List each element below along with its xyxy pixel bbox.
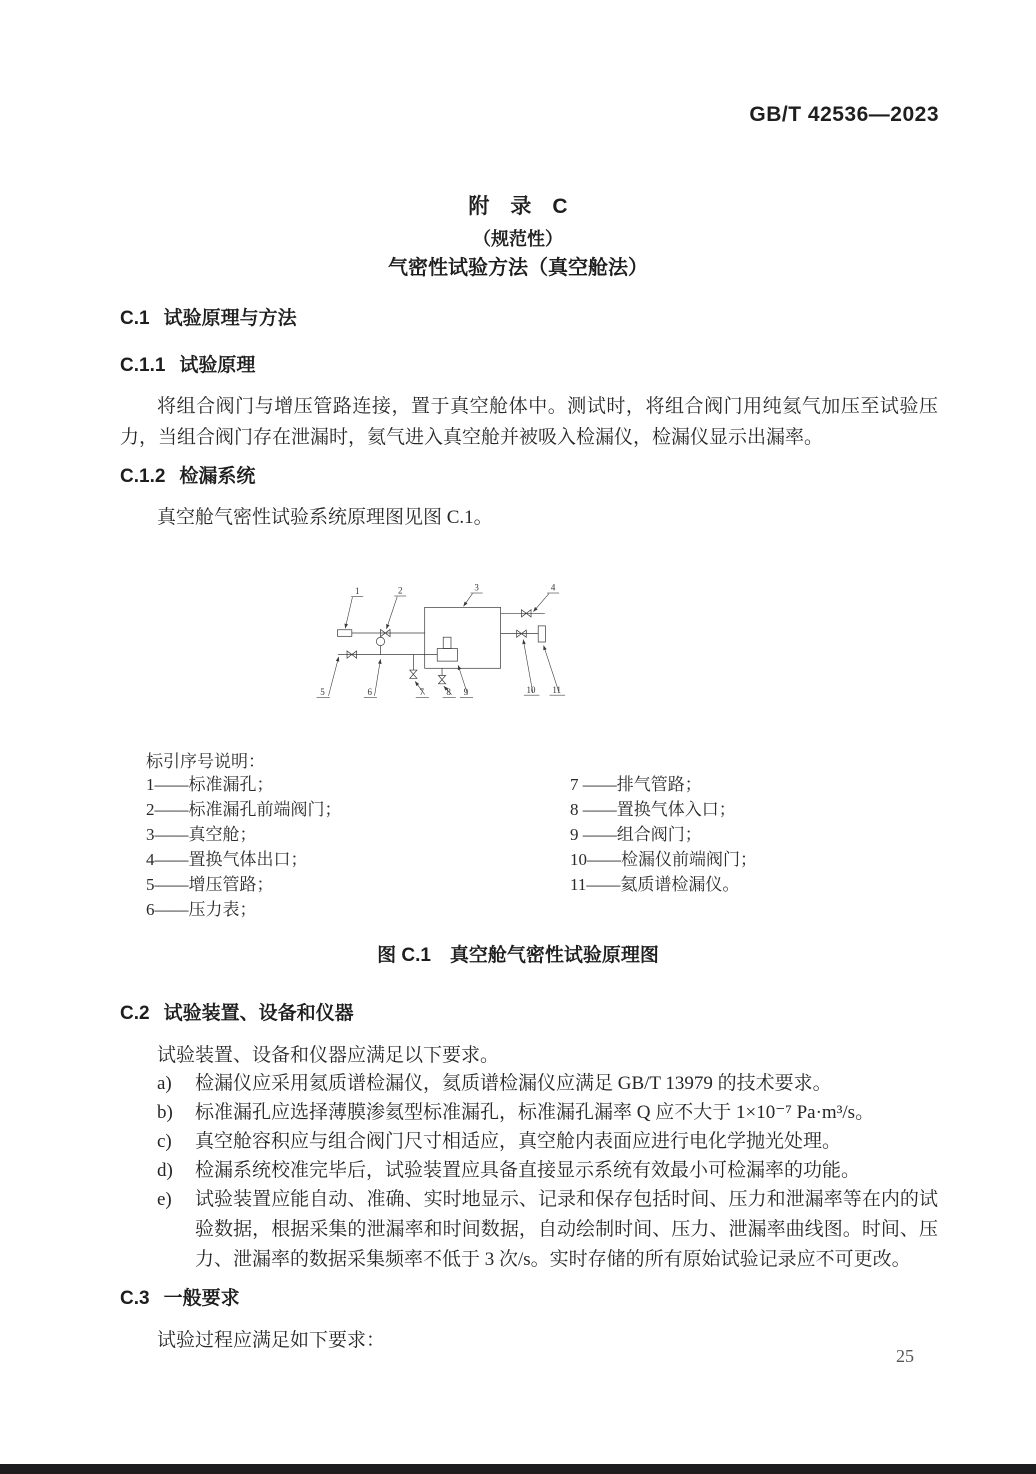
valve-8-icon	[438, 675, 445, 683]
legend-right-column	[570, 772, 757, 897]
legend-item: 9 ——组合阀门；	[570, 825, 702, 844]
scan-bottom-edge	[0, 1464, 1036, 1474]
legend-item: 2——标准漏孔前端阀门；	[146, 800, 342, 819]
paragraph-c2-intro: 试验装置、设备和仪器应满足以下要求。	[157, 1045, 500, 1066]
diagram-label-4: 4	[550, 582, 556, 593]
diagram-label-5: 5	[320, 687, 325, 698]
legend-item: 6——压力表；	[146, 900, 257, 919]
requirements-list	[120, 1069, 938, 1275]
legend-title: 标引序号说明：	[146, 752, 265, 771]
list-item-d	[120, 1156, 938, 1185]
list-marker: d)	[157, 1160, 173, 1181]
standard-number: GB/T 42536—2023	[749, 103, 939, 126]
page-number: 25	[896, 1346, 914, 1366]
diagram-label-11: 11	[552, 684, 562, 695]
list-text: 检漏系统校准完毕后，试验装置应具备直接显示系统有效最小可检漏率的功能。	[195, 1160, 861, 1181]
section-title: 试验原理与方法	[163, 308, 297, 329]
combined-valve-rect	[437, 649, 457, 662]
diagram-label-10: 10	[526, 684, 536, 695]
section-heading-c1-1	[120, 350, 255, 377]
leak-detector-rect	[538, 626, 545, 642]
list-text: 真空舱容积应与组合阀门尺寸相适应，真空舱内表面应进行电化学抛光处理。	[195, 1131, 842, 1152]
legend-item: 7 ——排气管路；	[570, 775, 702, 794]
diagram-label-1: 1	[354, 586, 360, 597]
legend-item: 10——检漏仪前端阀门；	[570, 850, 757, 869]
list-text: 标准漏孔应选择薄膜渗氦型标准漏孔，标准漏孔漏率 Q 应不大于 1×10⁻⁷ Pa·m³/s。	[195, 1102, 875, 1123]
list-item-b	[120, 1098, 938, 1127]
appendix-subject-title: 气密性试验方法（真空舱法）	[388, 257, 648, 279]
section-heading-c1	[120, 303, 297, 330]
list-item-e	[120, 1185, 938, 1275]
legend-item: 4——置换气体出口；	[146, 850, 308, 869]
section-number: C.3	[120, 1288, 150, 1309]
legend-item: 5——增压管路；	[146, 875, 274, 894]
list-marker: c)	[157, 1131, 172, 1152]
section-number: C.1.2	[120, 466, 166, 487]
section-heading-c1-2	[120, 461, 255, 488]
standard-leak-rect	[337, 630, 351, 637]
section-number: C.1	[120, 308, 150, 329]
legend-item: 3——真空舱；	[146, 825, 257, 844]
legend-item: 11——氦质谱检漏仪。	[570, 875, 740, 894]
diagram-label-2: 2	[397, 585, 403, 596]
diagram-label-9: 9	[463, 687, 469, 698]
combined-valve-top-rect	[443, 637, 451, 648]
section-number: C.1.1	[120, 355, 166, 376]
section-title: 试验原理	[179, 355, 256, 376]
vacuum-chamber-schematic	[310, 542, 770, 742]
legend-item: 8 ——置换气体入口；	[570, 800, 736, 819]
legend-left-column	[146, 772, 342, 922]
paragraph-see-figure: 真空舱气密性试验系统原理图见图 C.1。	[157, 507, 493, 528]
figure-caption: 图 C.1 真空舱气密性试验原理图	[377, 945, 659, 966]
section-number: C.2	[120, 1003, 150, 1024]
list-item-c	[120, 1127, 938, 1156]
paragraph-test-principle: 将组合阀门与增压管路连接，置于真空舱体中。测试时，将组合阀门用纯氦气加压至试验压力，当组合阀门存在泄漏时，氦气进入真空舱并被吸入检漏仪，检漏仪显示出漏率。	[120, 396, 938, 448]
normative-subtitle: （规范性）	[473, 229, 563, 249]
valve-7-icon	[410, 670, 417, 678]
section-title: 检漏系统	[179, 466, 256, 487]
list-text: 试验装置应能自动、准确、实时地显示、记录和保存包括时间、压力和泄漏率等在内的试验数据，根据采集的泄漏率和时间数据，自动绘制时间、压力、泄漏率曲线图。时间、压力、泄漏率的数据采集频率不低于 3 次/s。实时存储的所有原始试验记录应不可更改。	[195, 1189, 938, 1270]
list-marker: a)	[157, 1073, 172, 1094]
diagram-label-3: 3	[474, 582, 479, 593]
legend-item: 1——标准漏孔；	[146, 775, 274, 794]
appendix-title: 附 录 C	[468, 195, 568, 218]
vacuum-chamber-rect	[425, 607, 501, 668]
list-marker: b)	[157, 1102, 173, 1123]
section-heading-c2	[120, 998, 354, 1025]
paragraph-c3-intro: 试验过程应满足如下要求：	[157, 1330, 386, 1351]
diagram-label-8: 8	[446, 687, 451, 698]
section-heading-c3	[120, 1283, 240, 1310]
diagram-label-7: 7	[419, 687, 424, 698]
list-text: 检漏仪应采用氦质谱检漏仪，氦质谱检漏仪应满足 GB/T 13979 的技术要求。	[195, 1073, 832, 1094]
pressure-gauge-icon	[376, 637, 384, 645]
figure-c1-diagram	[310, 542, 770, 742]
list-marker: e)	[157, 1189, 172, 1210]
diagram-label-6: 6	[367, 687, 372, 698]
section-title: 一般要求	[163, 1288, 240, 1309]
section-title: 试验装置、设备和仪器	[163, 1003, 354, 1024]
list-item-a	[120, 1069, 938, 1098]
